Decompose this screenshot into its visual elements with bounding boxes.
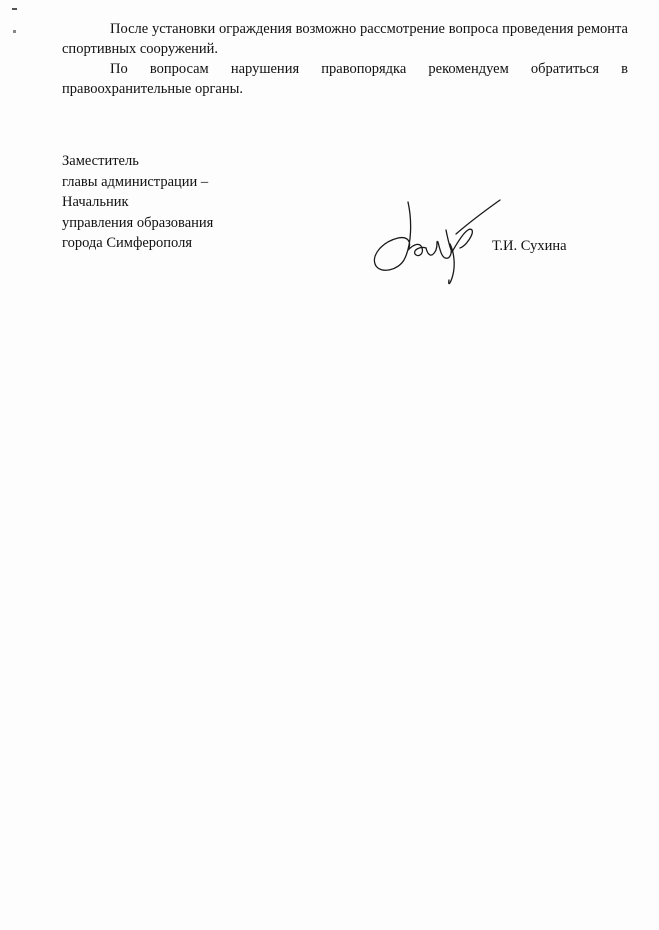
scan-mark-top bbox=[12, 8, 17, 10]
signer-title-line: Начальник bbox=[62, 194, 129, 210]
signer-name: Т.И. Сухина bbox=[492, 238, 567, 254]
signer-title-line: управления образования bbox=[62, 214, 214, 231]
signer-title-line: главы администрации – bbox=[62, 173, 209, 190]
letter-body bbox=[62, 19, 628, 99]
handwritten-signature bbox=[368, 190, 508, 290]
paragraph-1: После установки ограждения возможно рассмотрение вопроса проведения ремонта спортивных сооружений. bbox=[62, 21, 628, 57]
scan-mark-side bbox=[13, 30, 16, 33]
signer-title-line: Заместитель bbox=[62, 153, 139, 169]
paragraph-2: По вопросам нарушения правопорядка рекомендуем обратиться в правоохранительные органы. bbox=[62, 61, 628, 97]
signer-title bbox=[62, 151, 213, 254]
signer-title-line: города Симферополя bbox=[62, 235, 193, 251]
